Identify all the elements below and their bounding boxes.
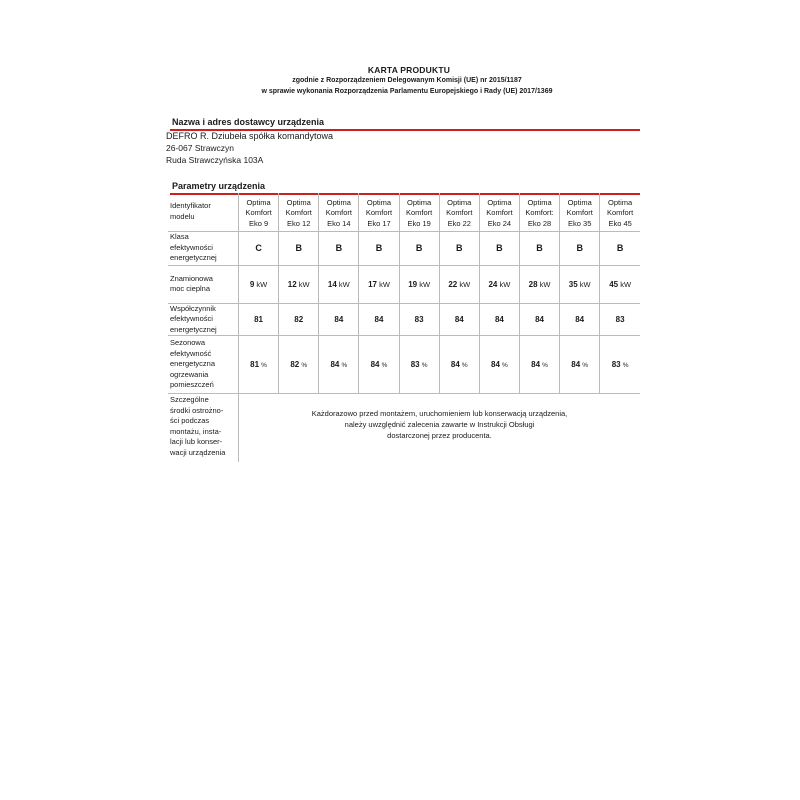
model-name-line: Komfort xyxy=(566,208,593,217)
model-name-line: Eko 22 xyxy=(447,218,471,228)
power-value: 9 xyxy=(249,279,255,289)
cell-ident xyxy=(399,193,439,231)
cell-eff xyxy=(519,303,559,336)
row-label-line: Współczynnik xyxy=(170,303,216,313)
percent-unit: % xyxy=(381,362,388,369)
model-name-line: Komfort: xyxy=(525,208,554,217)
row-label-power xyxy=(168,265,239,303)
row-power xyxy=(168,265,640,303)
row-label-line: Klasa xyxy=(170,232,189,242)
model-name-line: Optima xyxy=(527,197,552,207)
cell-eff xyxy=(560,303,600,336)
cell-ident xyxy=(319,193,359,231)
cell-ident xyxy=(239,193,279,231)
power-unit: kW xyxy=(419,279,431,289)
seasonal-value: 83 xyxy=(611,360,621,369)
model-name-line: Eko 45 xyxy=(608,218,632,228)
seasonal-value: 82 xyxy=(290,360,300,369)
row-label-line: ogrzewania xyxy=(170,369,209,379)
row-label-line: energetycznej xyxy=(170,253,217,263)
cell-class xyxy=(239,231,279,265)
row-label-line: efektywności xyxy=(170,242,213,252)
seasonal-value: 84 xyxy=(450,360,460,369)
power-unit: kW xyxy=(579,279,591,289)
document-title: KARTA PRODUKTU xyxy=(367,65,451,75)
safety-note-line: dostarczonej przez producenta. xyxy=(387,431,492,440)
percent-unit: % xyxy=(502,362,508,369)
energy-class: B xyxy=(415,243,423,253)
row-label-safety xyxy=(168,394,239,462)
row-eff xyxy=(168,303,640,336)
energy-class: B xyxy=(616,243,624,253)
cell-eff xyxy=(359,303,399,336)
model-name-line: Optima xyxy=(608,197,633,207)
power-unit: kW xyxy=(459,279,471,289)
cell-ident xyxy=(439,193,479,231)
cell-seas xyxy=(239,336,279,394)
supplier-street: Ruda Strawczyńska 103A xyxy=(166,155,264,165)
percent-unit: % xyxy=(461,362,468,369)
power-value: 22 xyxy=(448,279,458,289)
cell-power xyxy=(439,265,479,303)
cell-seas xyxy=(600,336,640,394)
cell-eff xyxy=(319,303,359,336)
cell-class xyxy=(600,231,640,265)
model-name-line: Eko 19 xyxy=(407,218,431,228)
row-label-line: pomieszczeń xyxy=(170,380,214,390)
cell-ident xyxy=(560,193,600,231)
model-name-line: Optima xyxy=(246,197,271,207)
efficiency-value: 84 xyxy=(575,314,585,324)
power-value: 24 xyxy=(488,279,498,289)
model-name-line: Optima xyxy=(447,197,472,207)
percent-unit: % xyxy=(261,362,267,369)
row-label-ident xyxy=(168,193,239,231)
percent-unit: % xyxy=(582,362,589,369)
power-unit: kW xyxy=(499,279,511,289)
row-label-line: lacji lub konser- xyxy=(170,437,223,446)
power-value: 19 xyxy=(408,279,418,289)
regulation-line-1: zgodnie z Rozporządzeniem Delegowanym Komisji (UE) nr 2015/1187 xyxy=(292,77,522,84)
model-name-line: Optima xyxy=(366,197,392,207)
cell-power xyxy=(359,265,399,303)
supplier-address xyxy=(166,130,333,166)
row-label-eff xyxy=(168,303,239,336)
efficiency-value: 83 xyxy=(414,314,424,324)
energy-class: B xyxy=(536,243,543,253)
power-unit: kW xyxy=(379,279,390,289)
efficiency-value: 82 xyxy=(294,314,304,324)
model-name-line: Komfort xyxy=(486,208,513,217)
supplier-postal: 26-067 Strawczyn xyxy=(166,143,235,153)
power-value: 35 xyxy=(568,279,578,289)
efficiency-value: 84 xyxy=(535,314,544,324)
row-label-line: środki ostrożno- xyxy=(170,405,224,415)
model-name-line: Komfort xyxy=(446,208,473,217)
cell-eff xyxy=(279,303,319,336)
model-name-line: Komfort xyxy=(245,208,272,217)
cell-ident xyxy=(479,193,519,231)
cell-power xyxy=(279,265,319,303)
cell-ident xyxy=(600,193,640,231)
model-name-line: Eko 35 xyxy=(568,218,592,228)
safety-note-line: Każdorazowo przed montażem, uruchomieniem lub konserwacją urządzenia, xyxy=(311,409,568,418)
model-name-line: Eko 9 xyxy=(248,218,269,228)
model-name-line: Komfort xyxy=(325,208,352,217)
row-label-line: energetyczna xyxy=(170,359,216,369)
safety-note-line: należy uwzględnić zalecenia zawarte w Instrukcji Obsługi xyxy=(344,420,535,429)
energy-class: B xyxy=(576,243,583,253)
cell-power xyxy=(319,265,359,303)
cell-eff xyxy=(399,303,439,336)
cell-power xyxy=(239,265,279,303)
document-header xyxy=(0,65,800,97)
row-ident xyxy=(168,193,640,231)
row-label-line: Sezonowa xyxy=(170,338,206,348)
model-name-line: Komfort xyxy=(365,208,393,217)
supplier-heading-label: Nazwa i adres dostawcy urządzenia xyxy=(172,117,325,127)
model-name-line: Komfort xyxy=(607,208,634,217)
energy-class: B xyxy=(335,243,343,253)
cell-power xyxy=(399,265,439,303)
params-heading-label: Parametry urządzenia xyxy=(172,181,266,191)
cell-eff xyxy=(600,303,640,336)
row-label-line: montażu, insta- xyxy=(170,426,222,436)
efficiency-value: 84 xyxy=(494,314,504,324)
model-name-line: Eko 14 xyxy=(327,218,351,228)
energy-class: C xyxy=(255,243,262,253)
cell-seas xyxy=(319,336,359,394)
model-name-line: Komfort xyxy=(406,208,433,217)
energy-class: B xyxy=(295,243,302,253)
energy-class: B xyxy=(496,243,503,253)
cell-class xyxy=(399,231,439,265)
seasonal-value: 84 xyxy=(370,360,380,369)
regulation-line-2: w sprawie wykonania Rozporządzenia Parlamentu Europejskiego i Rady (UE) 2017/1369 xyxy=(261,87,553,95)
cell-class xyxy=(319,231,359,265)
model-name-line: Eko 28 xyxy=(527,218,552,228)
row-safety xyxy=(168,394,640,462)
row-label-seas xyxy=(168,336,239,394)
row-label-line: Znamionowa xyxy=(170,273,213,283)
percent-unit: % xyxy=(341,362,348,369)
row-label-line: moc cieplna xyxy=(170,284,211,293)
cell-power xyxy=(519,265,559,303)
efficiency-value: 83 xyxy=(615,314,625,324)
cell-seas xyxy=(359,336,399,394)
row-label-line: efektywności xyxy=(170,314,213,323)
model-name-line: Komfort xyxy=(285,208,312,217)
power-unit: kW xyxy=(539,279,551,289)
cell-class xyxy=(359,231,399,265)
cell-eff xyxy=(239,303,279,336)
cell-class xyxy=(560,231,600,265)
cell-ident xyxy=(519,193,559,231)
cell-eff xyxy=(439,303,479,336)
seasonal-value: 84 xyxy=(531,360,541,369)
cell-seas xyxy=(479,336,519,394)
percent-unit: % xyxy=(301,362,308,369)
row-label-line: wacji urządzenia xyxy=(170,447,226,457)
model-name-line: Optima xyxy=(487,197,512,207)
efficiency-value: 84 xyxy=(334,314,344,324)
model-name-line: Eko 12 xyxy=(287,218,311,228)
cell-class xyxy=(479,231,519,265)
supplier-section-heading xyxy=(170,116,640,131)
params-table-wrapper xyxy=(168,193,640,462)
cell-seas xyxy=(519,336,559,394)
cell-ident xyxy=(359,193,399,231)
row-label-line: efektywność xyxy=(170,348,212,358)
percent-unit: % xyxy=(622,362,629,369)
energy-class: B xyxy=(375,243,383,253)
model-name-line: Eko 24 xyxy=(487,218,512,228)
params-table xyxy=(168,193,640,462)
model-name-line: Optima xyxy=(326,197,351,207)
model-name-line: Optima xyxy=(286,197,311,207)
cell-seas xyxy=(399,336,439,394)
cell-power xyxy=(479,265,519,303)
cell-seas xyxy=(560,336,600,394)
cell-ident xyxy=(279,193,319,231)
cell-power xyxy=(560,265,600,303)
row-seas xyxy=(168,336,640,394)
power-value: 45 xyxy=(609,279,619,289)
cell-class xyxy=(519,231,559,265)
row-label-line: modelu xyxy=(170,211,195,221)
seasonal-value: 84 xyxy=(330,360,340,369)
row-label-line: Szczególne xyxy=(170,395,209,404)
power-unit: kW xyxy=(620,279,632,289)
cell-eff xyxy=(479,303,519,336)
supplier-name: DEFRO R. Dziubeła spółka komandytowa xyxy=(166,131,334,141)
percent-unit: % xyxy=(421,362,428,369)
efficiency-value: 84 xyxy=(374,314,384,324)
model-name-line: Optima xyxy=(407,197,432,207)
power-unit: kW xyxy=(256,279,268,289)
model-name-line: Optima xyxy=(567,197,592,207)
power-unit: kW xyxy=(298,279,310,289)
seasonal-value: 83 xyxy=(410,360,420,369)
cell-power xyxy=(600,265,640,303)
model-name-line: Eko 17 xyxy=(367,218,391,228)
seasonal-value: 81 xyxy=(250,360,260,369)
row-label-class xyxy=(168,231,239,265)
power-value: 14 xyxy=(327,279,337,289)
percent-unit: % xyxy=(542,362,548,369)
efficiency-value: 84 xyxy=(454,314,464,324)
row-class xyxy=(168,231,640,265)
power-unit: kW xyxy=(338,279,350,289)
seasonal-value: 84 xyxy=(571,360,581,369)
row-label-line: energetycznej xyxy=(170,324,217,334)
row-label-line: ści podczas xyxy=(170,416,210,425)
power-value: 12 xyxy=(287,279,297,289)
row-label-line: Identyfikator xyxy=(170,201,211,211)
power-value: 17 xyxy=(368,279,377,289)
safety-note xyxy=(239,394,641,462)
seasonal-value: 84 xyxy=(491,360,500,369)
energy-class: B xyxy=(456,243,463,253)
cell-seas xyxy=(279,336,319,394)
cell-seas xyxy=(439,336,479,394)
cell-class xyxy=(279,231,319,265)
cell-class xyxy=(439,231,479,265)
efficiency-value: 81 xyxy=(254,314,264,324)
power-value: 28 xyxy=(528,279,538,289)
